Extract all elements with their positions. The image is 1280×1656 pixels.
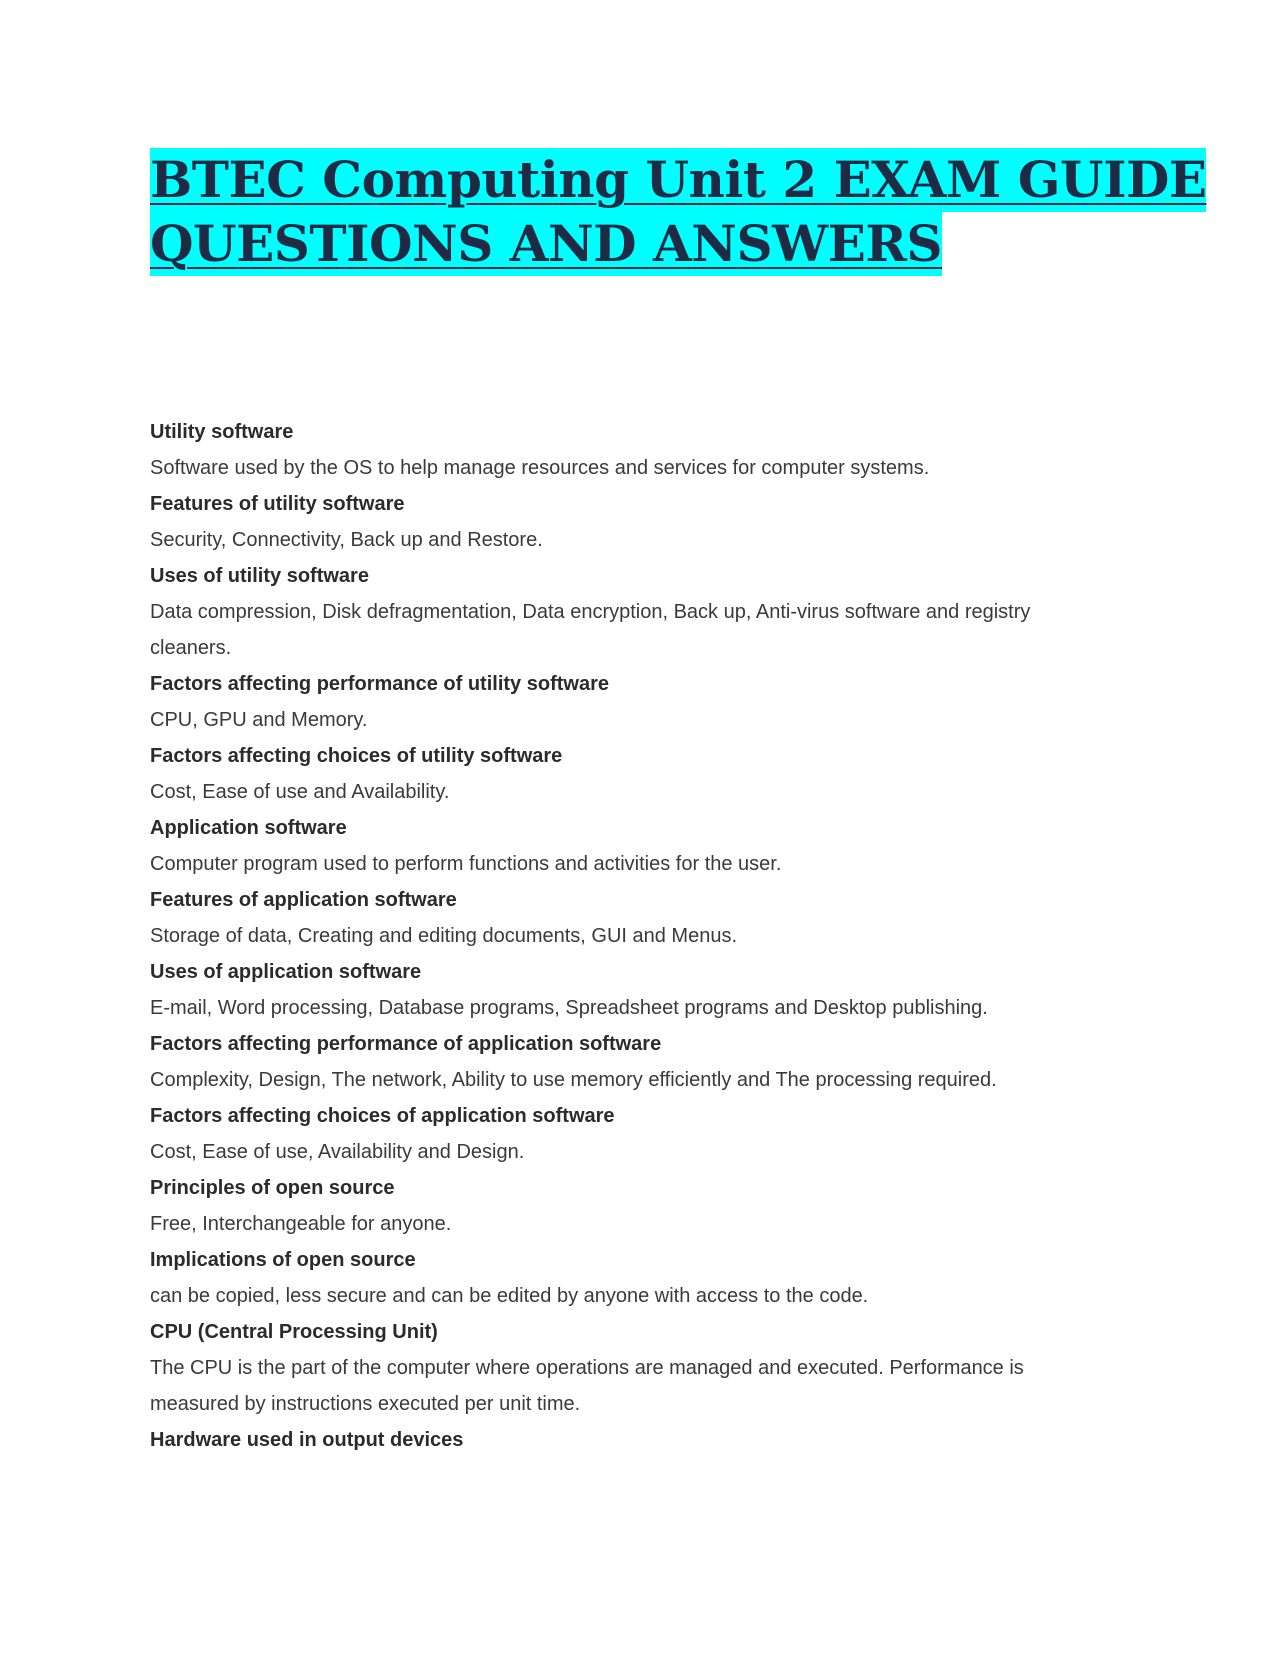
qa-list bbox=[150, 414, 1090, 1458]
definition-performance-application-software: Complexity, Design, The network, Ability to use memory efficiently and The processing required. bbox=[150, 1069, 997, 1091]
definition-choices-application-software: Cost, Ease of use, Availability and Design. bbox=[150, 1141, 525, 1163]
definition-principles-open-source: Free, Interchangeable for anyone. bbox=[150, 1213, 452, 1235]
document-title bbox=[150, 148, 1207, 276]
title-line-2: QUESTIONS AND ANSWERS bbox=[150, 212, 942, 276]
term-cpu: CPU (Central Processing Unit) bbox=[150, 1321, 438, 1343]
definition-features-utility-software: Security, Connectivity, Back up and Restore. bbox=[150, 529, 543, 551]
term-performance-application-software: Factors affecting performance of application software bbox=[150, 1033, 662, 1055]
term-hardware-output-devices: Hardware used in output devices bbox=[150, 1429, 464, 1451]
term-implications-open-source: Implications of open source bbox=[150, 1249, 416, 1271]
definition-features-application-software: Storage of data, Creating and editing documents, GUI and Menus. bbox=[150, 925, 738, 947]
term-features-application-software: Features of application software bbox=[150, 889, 457, 911]
definition-implications-open-source: can be copied, less secure and can be edited by anyone with access to the code. bbox=[150, 1285, 869, 1307]
definition-performance-utility-software: CPU, GPU and Memory. bbox=[150, 709, 368, 731]
term-uses-utility-software: Uses of utility software bbox=[150, 565, 369, 587]
term-choices-application-software: Factors affecting choices of application software bbox=[150, 1105, 615, 1127]
term-utility-software: Utility software bbox=[150, 421, 294, 443]
definition-utility-software: Software used by the OS to help manage resources and services for computer systems. bbox=[150, 457, 930, 479]
definition-cpu: The CPU is the part of the computer where operations are managed and executed. Performance is measured by instructions executed per unit time. bbox=[150, 1357, 1024, 1415]
definition-application-software: Computer program used to perform functions and activities for the user. bbox=[150, 853, 782, 875]
title-line-1: BTEC Computing Unit 2 EXAM GUIDE bbox=[150, 148, 1206, 212]
definition-uses-application-software: E-mail, Word processing, Database programs, Spreadsheet programs and Desktop publishing. bbox=[150, 997, 988, 1019]
definition-uses-utility-software: Data compression, Disk defragmentation, Data encryption, Back up, Anti-virus software and registry cleaners. bbox=[150, 601, 1031, 659]
term-principles-open-source: Principles of open source bbox=[150, 1177, 395, 1199]
term-choices-utility-software: Factors affecting choices of utility software bbox=[150, 745, 563, 767]
term-features-utility-software: Features of utility software bbox=[150, 493, 405, 515]
term-performance-utility-software: Factors affecting performance of utility software bbox=[150, 673, 609, 695]
term-application-software: Application software bbox=[150, 817, 347, 839]
term-uses-application-software: Uses of application software bbox=[150, 961, 422, 983]
definition-choices-utility-software: Cost, Ease of use and Availability. bbox=[150, 781, 450, 803]
